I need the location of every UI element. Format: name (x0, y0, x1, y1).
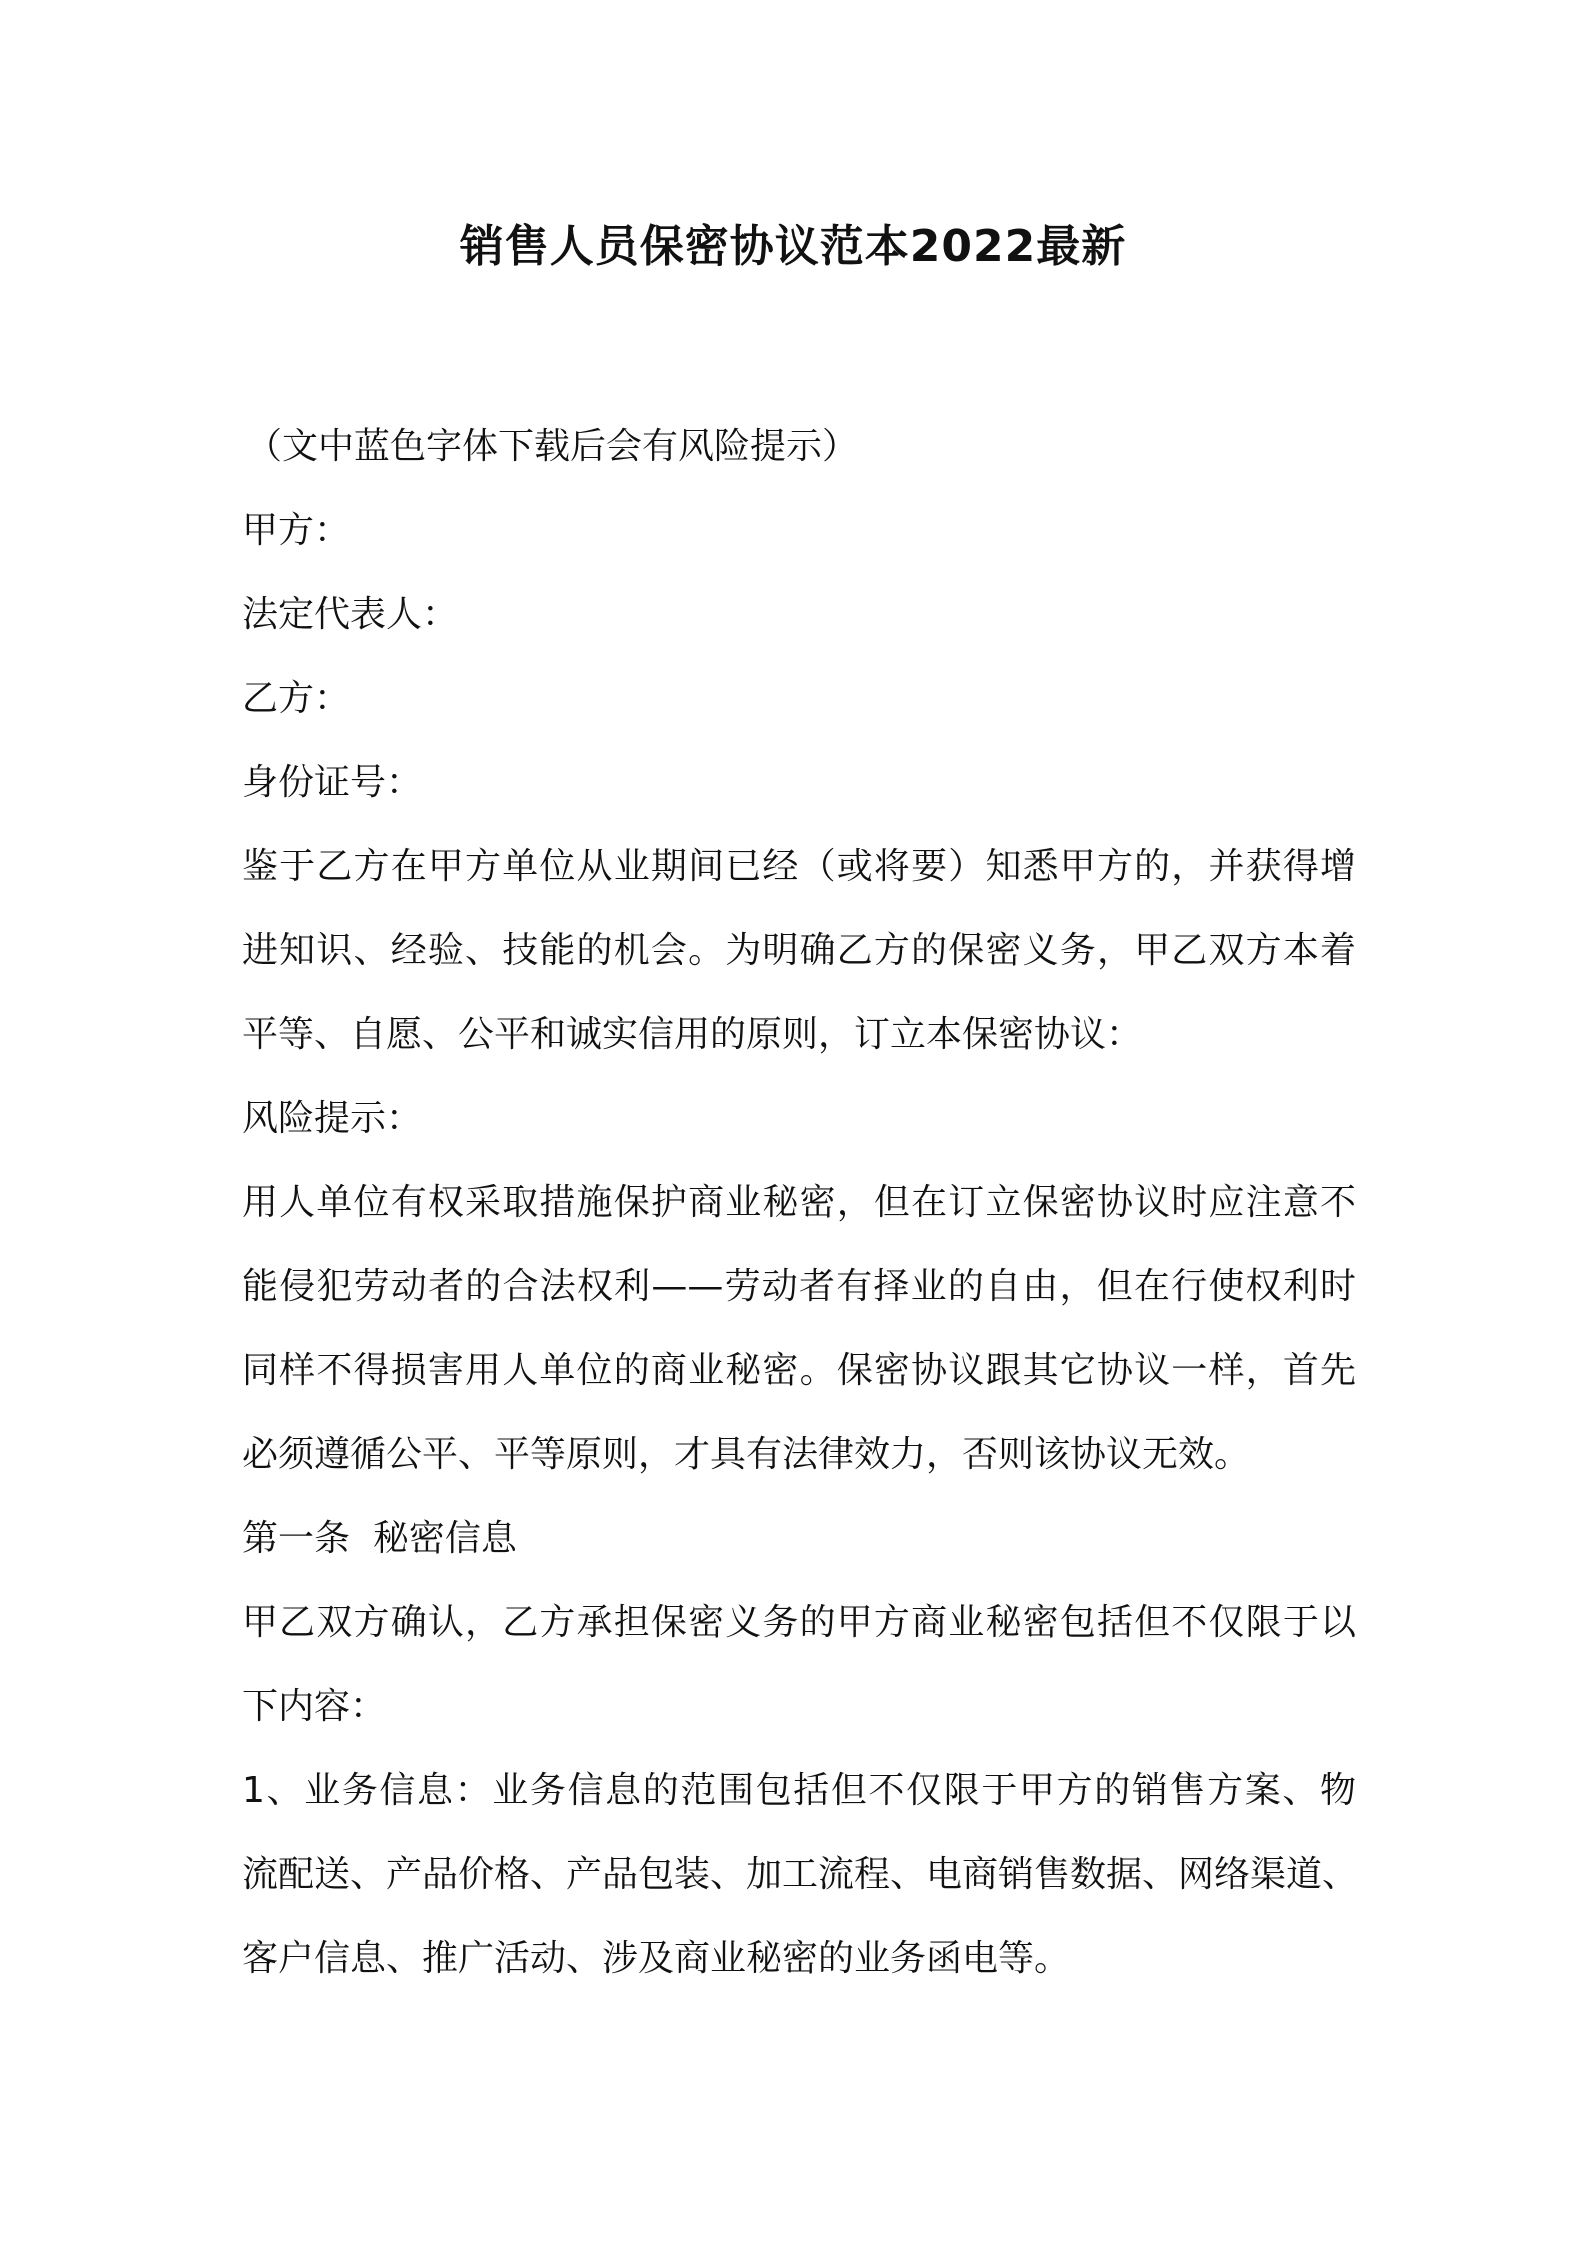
party-a-line: 甲方： (242, 510, 351, 551)
business-info-line-3: 客户信息、推广活动、涉及商业秘密的业务函电等。 (242, 1938, 1071, 1979)
article-one-line-1: 甲乙双方确认，乙方承担保密义务的甲方商业秘密包括但不仅限于以 (242, 1602, 1356, 1643)
article-one-line-2: 下内容： (242, 1686, 387, 1727)
risk-text-line-3: 同样不得损害用人单位的商业秘密。保密协议跟其它协议一样，首先 (242, 1350, 1356, 1391)
preamble-line-3: 平等、自愿、公平和诚实信用的原则，订立本保密协议： (242, 1014, 1143, 1055)
risk-heading-line: 风险提示： (242, 1098, 423, 1139)
risk-note-line: （文中蓝色字体下载后会有风险提示） (246, 426, 859, 467)
id-number-line: 身份证号： (242, 762, 423, 803)
risk-text-line-1: 用人单位有权采取措施保护商业秘密，但在订立保密协议时应注意不 (242, 1182, 1356, 1223)
preamble-line-2: 进知识、经验、技能的机会。为明确乙方的保密义务，甲乙双方本着 (242, 930, 1356, 971)
preamble-line-1: 鉴于乙方在甲方单位从业期间已经（或将要）知悉甲方的，并获得增 (242, 846, 1356, 887)
business-info-line-2: 流配送、产品价格、产品包装、加工流程、电商销售数据、网络渠道、 (242, 1854, 1359, 1895)
legal-representative-line: 法定代表人： (242, 594, 459, 635)
risk-text-line-2: 能侵犯劳动者的合法权利——劳动者有择业的自由，但在行使权利时 (242, 1266, 1356, 1307)
article-one-heading: 第一条 秘密信息 (242, 1518, 517, 1559)
document-body (242, 405, 1359, 2001)
business-info-line-1: 1、业务信息：业务信息的范围包括但不仅限于甲方的销售方案、物 (242, 1770, 1356, 1811)
party-b-line: 乙方： (242, 678, 351, 719)
document-title: 销售人员保密协议范本2022最新 (459, 221, 1127, 272)
risk-text-line-4: 必须遵循公平、平等原则，才具有法律效力，否则该协议无效。 (242, 1434, 1251, 1475)
